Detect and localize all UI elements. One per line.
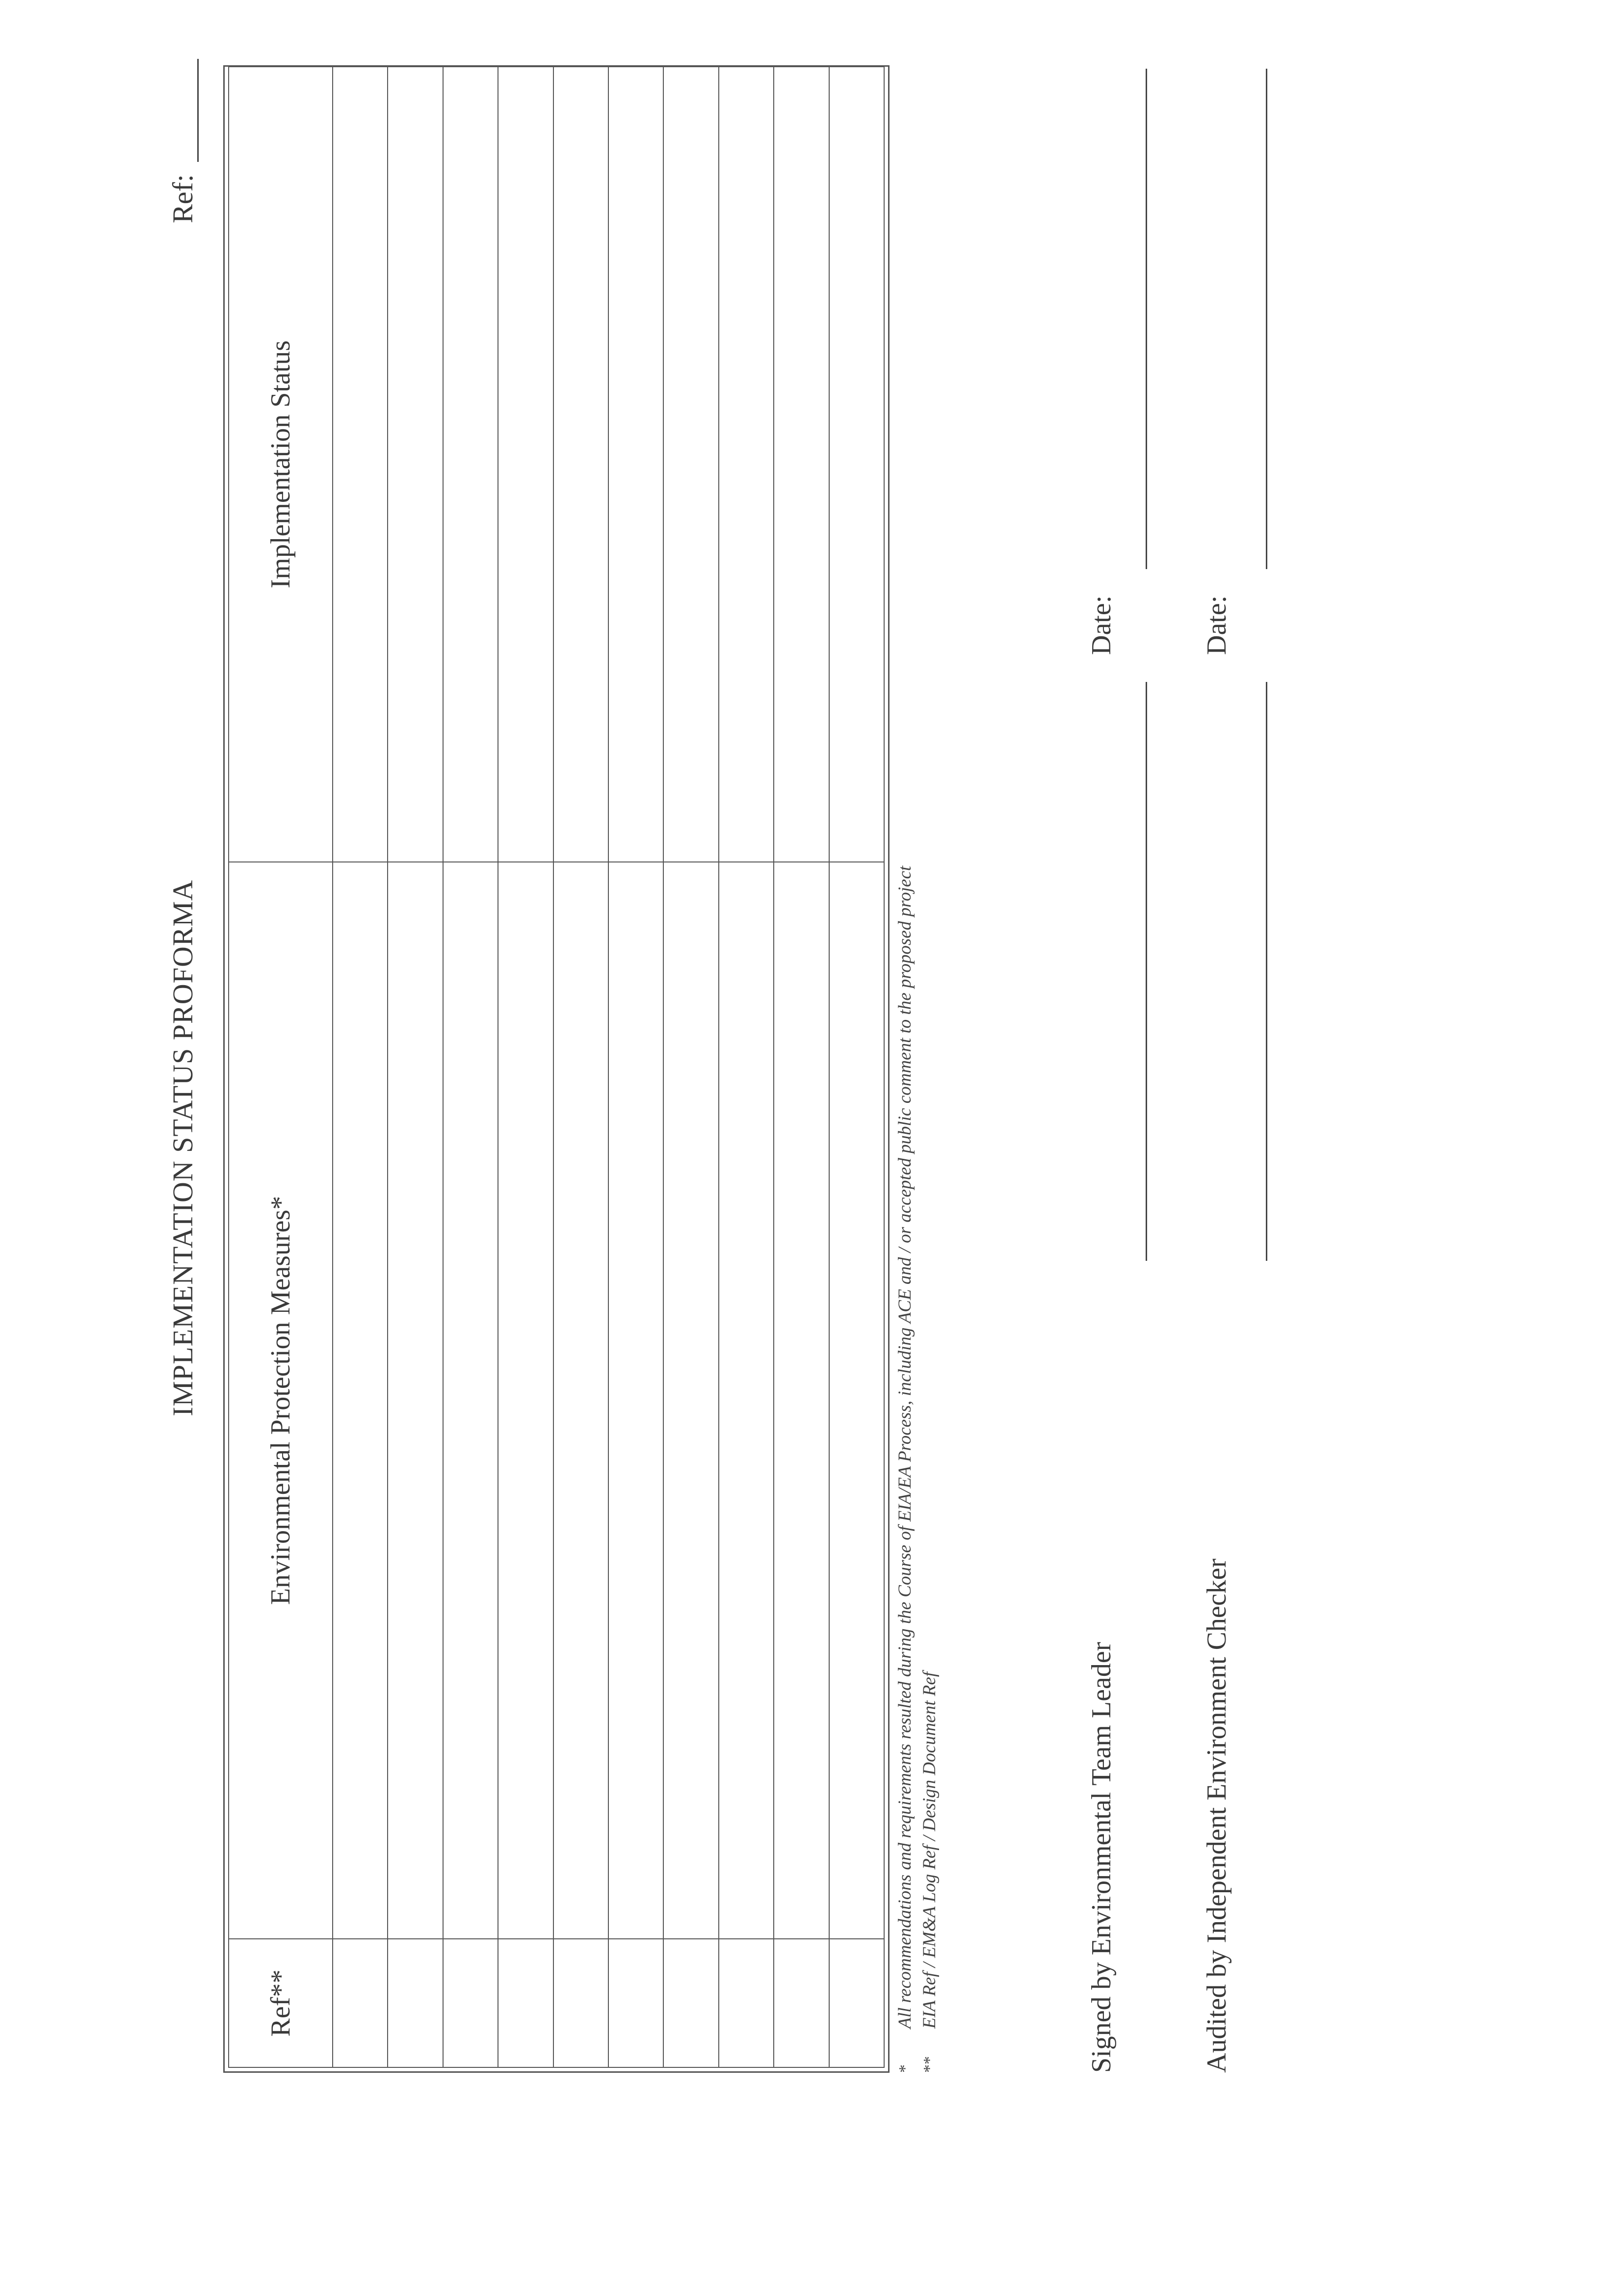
status-cell[interactable] xyxy=(774,67,829,862)
ref-cell[interactable] xyxy=(333,1939,388,2067)
signed-by-signature-field[interactable] xyxy=(1146,682,1147,1261)
measures-cell[interactable] xyxy=(333,862,388,1939)
measures-cell[interactable] xyxy=(829,862,884,1939)
table-row xyxy=(498,67,553,2067)
status-cell[interactable] xyxy=(388,67,443,862)
footnote-mark: * xyxy=(896,2064,914,2073)
measures-cell[interactable] xyxy=(443,862,498,1939)
table-row xyxy=(388,67,443,2067)
table-row xyxy=(829,67,884,2067)
ref-label: Ref: xyxy=(167,174,199,223)
form-title: IMPLEMENTATION STATUS PROFORMA xyxy=(167,880,199,1416)
status-cell[interactable] xyxy=(498,67,553,862)
table-row xyxy=(333,67,388,2067)
ref-cell[interactable] xyxy=(774,1939,829,2067)
footnote xyxy=(917,405,942,2073)
ref-cell[interactable] xyxy=(719,1939,774,2067)
table-row xyxy=(719,67,774,2067)
status-table xyxy=(228,66,885,2068)
table-row xyxy=(663,67,718,2067)
status-cell[interactable] xyxy=(443,67,498,862)
table-row xyxy=(443,67,498,2067)
audited-by-signature-field[interactable] xyxy=(1266,682,1267,1261)
footnote-mark: ** xyxy=(920,2056,939,2073)
status-cell[interactable] xyxy=(829,67,884,862)
ref-blank-line xyxy=(197,59,199,162)
table-row xyxy=(553,67,608,2067)
audited-date-label: Date: xyxy=(1202,595,1232,655)
footnote xyxy=(893,405,917,2073)
measures-cell[interactable] xyxy=(719,862,774,1939)
footnote-text: EIA Ref / EM&A Log Ref / Design Document Ref xyxy=(919,1671,940,2029)
signed-date-label: Date: xyxy=(1086,595,1117,655)
ref-cell[interactable] xyxy=(608,1939,663,2067)
footnote-text: All recommendations and requirements resulted during the Course of EIA/EA Process, including ACE and / or accepted public comment to the proposed project xyxy=(895,865,915,2029)
table-row xyxy=(774,67,829,2067)
measures-cell[interactable] xyxy=(608,862,663,1939)
status-table-frame xyxy=(223,65,890,2073)
signed-by-label: Signed by Environmental Team Leader xyxy=(1086,1642,1117,2073)
measures-cell[interactable] xyxy=(663,862,718,1939)
status-cell[interactable] xyxy=(719,67,774,862)
table-header-row xyxy=(229,67,333,2067)
status-cell[interactable] xyxy=(663,67,718,862)
audited-by-label: Audited by Independent Environment Checker xyxy=(1202,1558,1232,2073)
ref-cell[interactable] xyxy=(388,1939,443,2067)
ref-cell[interactable] xyxy=(829,1939,884,2067)
table-body xyxy=(333,67,884,2067)
signed-date-field[interactable] xyxy=(1146,69,1147,569)
status-cell[interactable] xyxy=(333,67,388,862)
measures-cell[interactable] xyxy=(553,862,608,1939)
audited-date-field[interactable] xyxy=(1266,69,1267,569)
header-measures: Environmental Protection Measures* xyxy=(229,862,333,1939)
status-cell[interactable] xyxy=(553,67,608,862)
ref-cell[interactable] xyxy=(498,1939,553,2067)
measures-cell[interactable] xyxy=(498,862,553,1939)
measures-cell[interactable] xyxy=(774,862,829,1939)
measures-cell[interactable] xyxy=(388,862,443,1939)
ref-cell[interactable] xyxy=(443,1939,498,2067)
table-row xyxy=(608,67,663,2067)
header-status: Implementation Status xyxy=(229,67,333,862)
ref-cell[interactable] xyxy=(553,1939,608,2067)
ref-cell[interactable] xyxy=(663,1939,718,2067)
status-cell[interactable] xyxy=(608,67,663,862)
footnotes xyxy=(893,405,942,2073)
header-ref: Ref** xyxy=(229,1939,333,2067)
